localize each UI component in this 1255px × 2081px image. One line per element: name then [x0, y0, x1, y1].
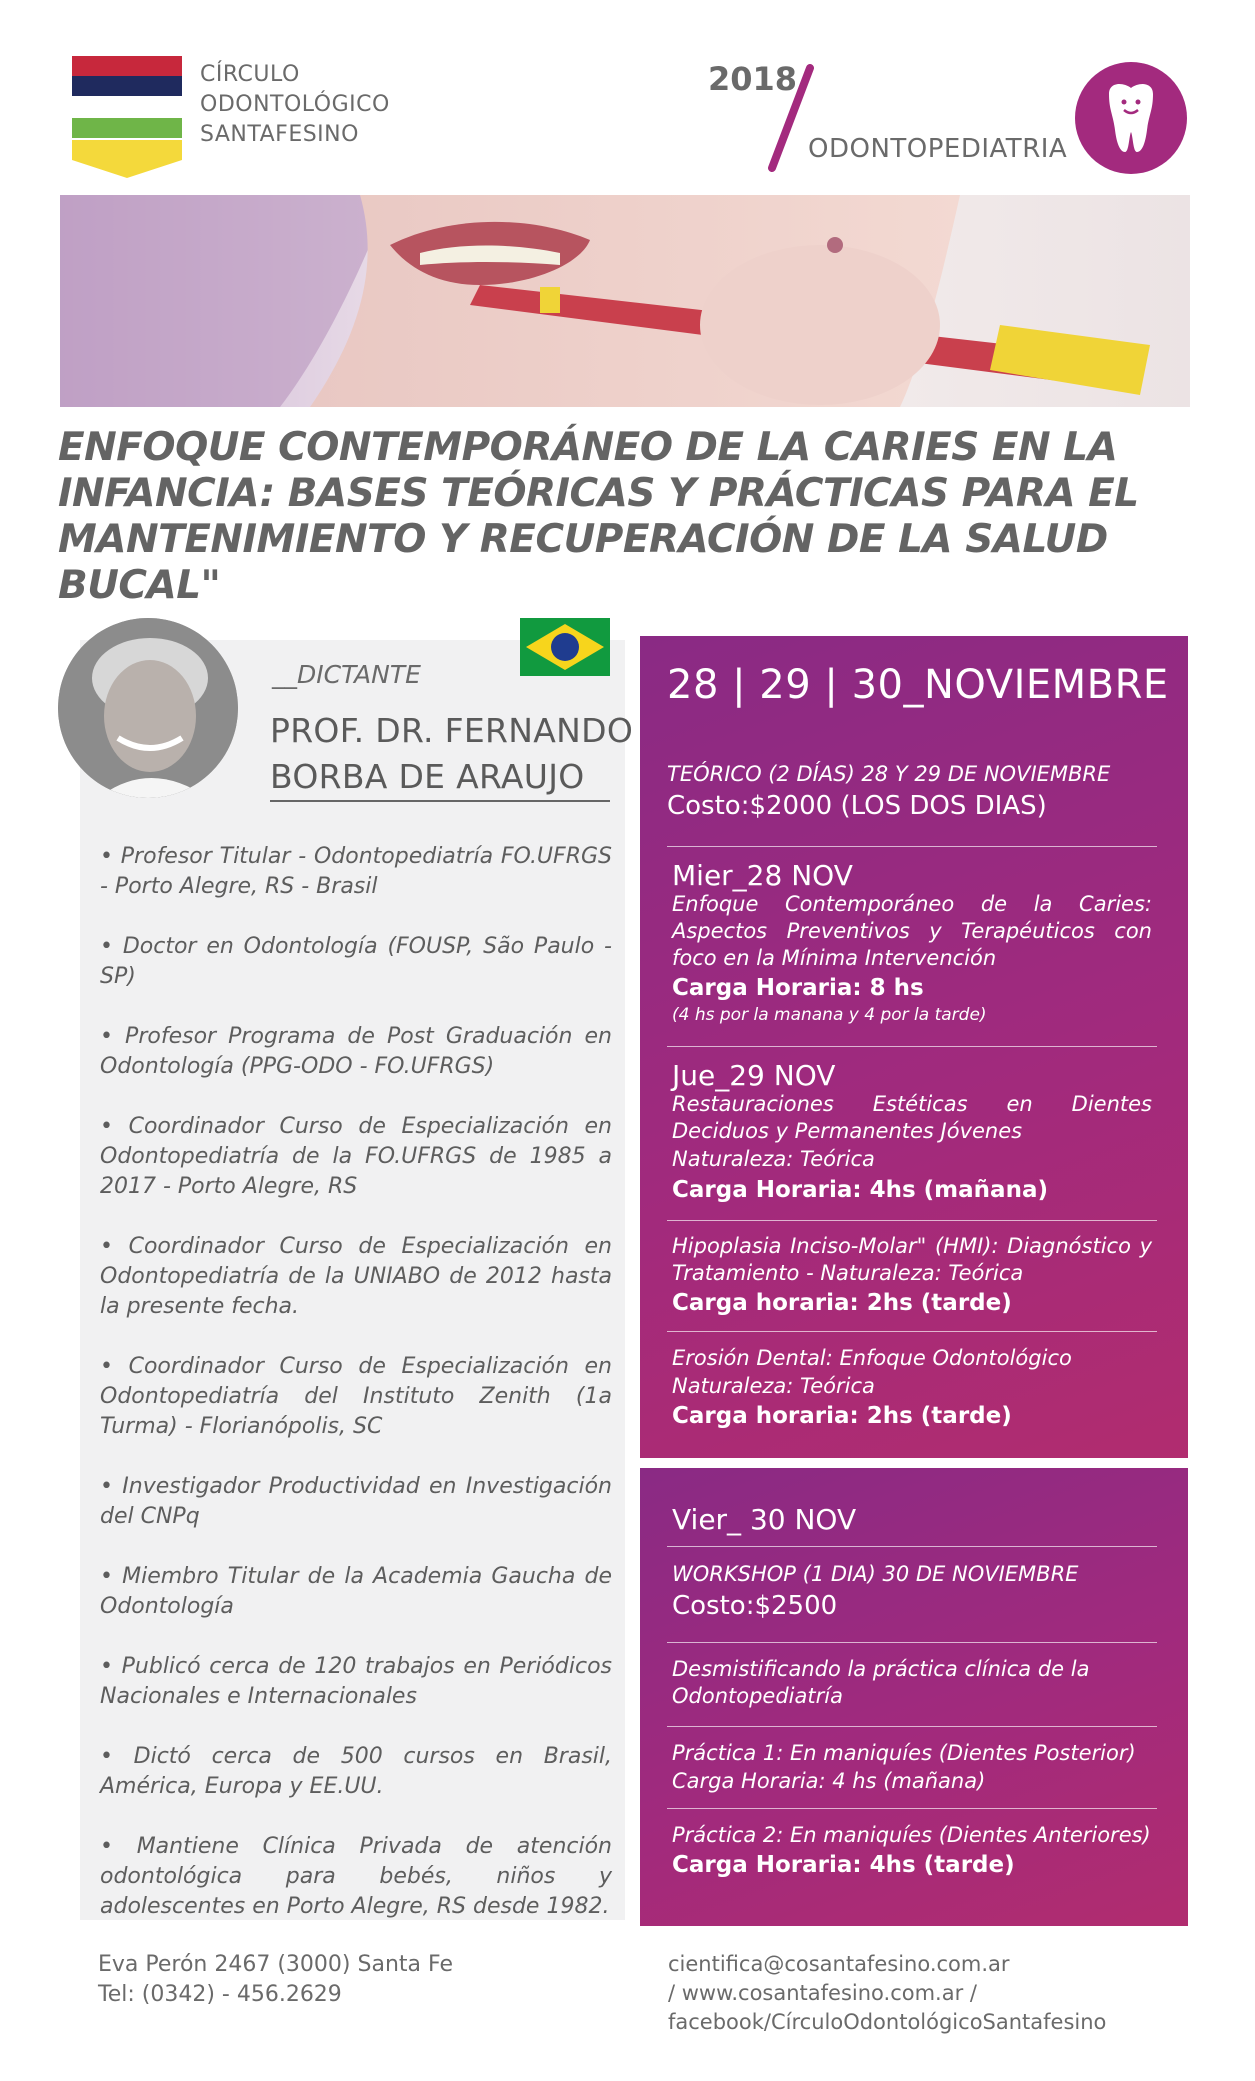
organization-logo	[72, 56, 182, 178]
bio-item: • Investigador Productividad en Investigación del CNPq	[100, 1474, 612, 1529]
address-line: Eva Perón 2467 (3000) Santa Fe	[98, 1952, 453, 1977]
course-title-line1: ENFOQUE CONTEMPORÁNEO DE LA CARIES EN LA	[58, 425, 1118, 470]
erosion-topic: Erosión Dental: Enfoque Odontológico	[672, 1346, 1072, 1370]
org-name-line2: ODONTOLÓGICO	[200, 92, 390, 117]
practice2-hours: Carga Horaria: 4hs (tarde)	[672, 1852, 1015, 1878]
divider	[667, 1546, 1157, 1547]
email-link[interactable]: cientifica@cosantafesino.com.ar	[668, 1952, 1010, 1976]
bio-item: • Dictó cerca de 500 cursos en Brasil, América, Europa y EE.UU.	[100, 1744, 612, 1799]
erosion-nature: Naturaleza: Teórica	[672, 1374, 875, 1398]
website-link[interactable]: / www.cosantafesino.com.ar /	[668, 1981, 977, 2005]
practice1-topic: Práctica 1: En maniquíes (Dientes Posterior)	[672, 1741, 1136, 1765]
tooth-icon	[1075, 62, 1187, 174]
bio-item: • Mantiene Clínica Privada de atención odontológica para bebés, niños y adolescentes en Porto Alegre, RS desde 1982.	[100, 1834, 612, 1919]
speaker-name	[270, 708, 633, 800]
footer-contact	[668, 1950, 1106, 2037]
course-title-line3: MANTENIMIENTO Y RECUPERACIÓN DE LA SALUD BUCAL"	[58, 517, 1108, 608]
wed-day: Mier_28 NOV	[672, 859, 853, 892]
thu-nature: Naturaleza: Teórica	[672, 1147, 875, 1171]
org-name-line1: CÍRCULO	[200, 62, 300, 87]
wed-hours: Carga Horaria: 8 hs	[672, 975, 924, 1001]
speaker-name-line2: BORBA DE ARAUJO	[270, 757, 585, 796]
facebook-link[interactable]: facebook/CírculoOdontológicoSantafesino	[668, 2010, 1107, 2034]
divider	[667, 1220, 1157, 1221]
workshop-cost: Costo:$2500	[672, 1591, 838, 1621]
divider	[667, 1726, 1157, 1727]
bio-item: • Profesor Programa de Post Graduación en Odontología (PPG-ODO - FO.UFRGS)	[100, 1024, 612, 1079]
org-name-line3: SANTAFESINO	[200, 122, 359, 147]
speaker-photo	[58, 618, 238, 798]
speaker-bio	[100, 842, 612, 1952]
divider	[270, 800, 610, 802]
divider	[667, 846, 1157, 847]
wed-note: (4 hs por la manana y 4 por la tarde)	[672, 1005, 987, 1025]
divider	[667, 1642, 1157, 1643]
brazil-flag-icon	[520, 618, 610, 676]
speaker-name-line1: PROF. DR. FERNANDO	[270, 711, 634, 750]
course-title-line2: INFANCIA: BASES TEÓRICAS Y PRÁCTICAS PARA EL	[58, 471, 1139, 516]
workshop-topic: Desmistificando la práctica clínica de la Odontopediatría	[672, 1657, 1090, 1708]
theory-label: TEÓRICO (2 DÍAS) 28 Y 29 DE NOVIEMBRE	[667, 762, 1111, 786]
organization-name	[200, 60, 390, 150]
hero-image	[60, 195, 1190, 407]
bio-item: • Publicó cerca de 120 trabajos en Periódicos Nacionales e Internacionales	[100, 1654, 612, 1709]
footer-address	[98, 1950, 453, 2010]
erosion-hours: Carga horaria: 2hs (tarde)	[672, 1403, 1012, 1429]
thu-hours: Carga Horaria: 4hs (mañana)	[672, 1177, 1048, 1203]
bio-item: • Profesor Titular - Odontopediatría FO.UFRGS - Porto Alegre, RS - Brasil	[100, 844, 612, 899]
hmi-hours: Carga horaria: 2hs (tarde)	[672, 1290, 1012, 1316]
course-title	[58, 425, 1198, 609]
workshop-label: WORKSHOP (1 DIA) 30 DE NOVIEMBRE	[672, 1562, 1079, 1586]
year-label: 2018	[708, 60, 798, 98]
bio-item: • Miembro Titular de la Academia Gaucha de Odontología	[100, 1564, 612, 1619]
hmi-topic: Hipoplasia Inciso-Molar" (HMI): Diagnóstico y Tratamiento - Naturaleza: Teórica	[672, 1234, 1152, 1285]
phone-line: Tel: (0342) - 456.2629	[98, 1982, 342, 2007]
theory-schedule-panel	[640, 636, 1188, 1458]
wed-topic: Enfoque Contemporáneo de la Caries: Aspectos Preventivos y Terapéuticos con foco en la Mínima Intervención	[672, 892, 1152, 970]
bio-item: • Doctor en Odontología (FOUSP, São Paulo - SP)	[100, 934, 612, 989]
practice2-topic: Práctica 2: En maniquíes (Dientes Anteriores)	[672, 1823, 1151, 1847]
tooth-badge	[1075, 62, 1187, 174]
specialty-label: ODONTOPEDIATRIA	[808, 134, 1068, 164]
bio-item: • Coordinador Curso de Especialización en Odontopediatría de la FO.UFRGS de 1985 a 2017 - Porto Alegre, RS	[100, 1114, 612, 1199]
divider	[667, 1331, 1157, 1332]
bio-item: • Coordinador Curso de Especialización en Odontopediatría del Instituto Zenith (1a Turma) - Florianópolis, SC	[100, 1354, 612, 1439]
course-dates: 28 | 29 | 30_NOVIEMBRE	[667, 662, 1169, 708]
speaker-label: __DICTANTE	[272, 660, 421, 689]
divider	[667, 1046, 1157, 1047]
thu-topic: Restauraciones Estéticas en Dientes Deciduos y Permanentes Jóvenes	[672, 1092, 1152, 1143]
practice1-hours: Carga Horaria: 4 hs (mañana)	[672, 1769, 986, 1793]
theory-cost: Costo:$2000 (LOS DOS DIAS)	[667, 791, 1047, 821]
bio-item: • Coordinador Curso de Especialización en Odontopediatría de la UNIABO de 2012 hasta la presente fecha.	[100, 1234, 612, 1319]
divider	[667, 1808, 1157, 1809]
fri-day: Vier_ 30 NOV	[672, 1503, 857, 1536]
thu-day: Jue_29 NOV	[672, 1059, 836, 1092]
